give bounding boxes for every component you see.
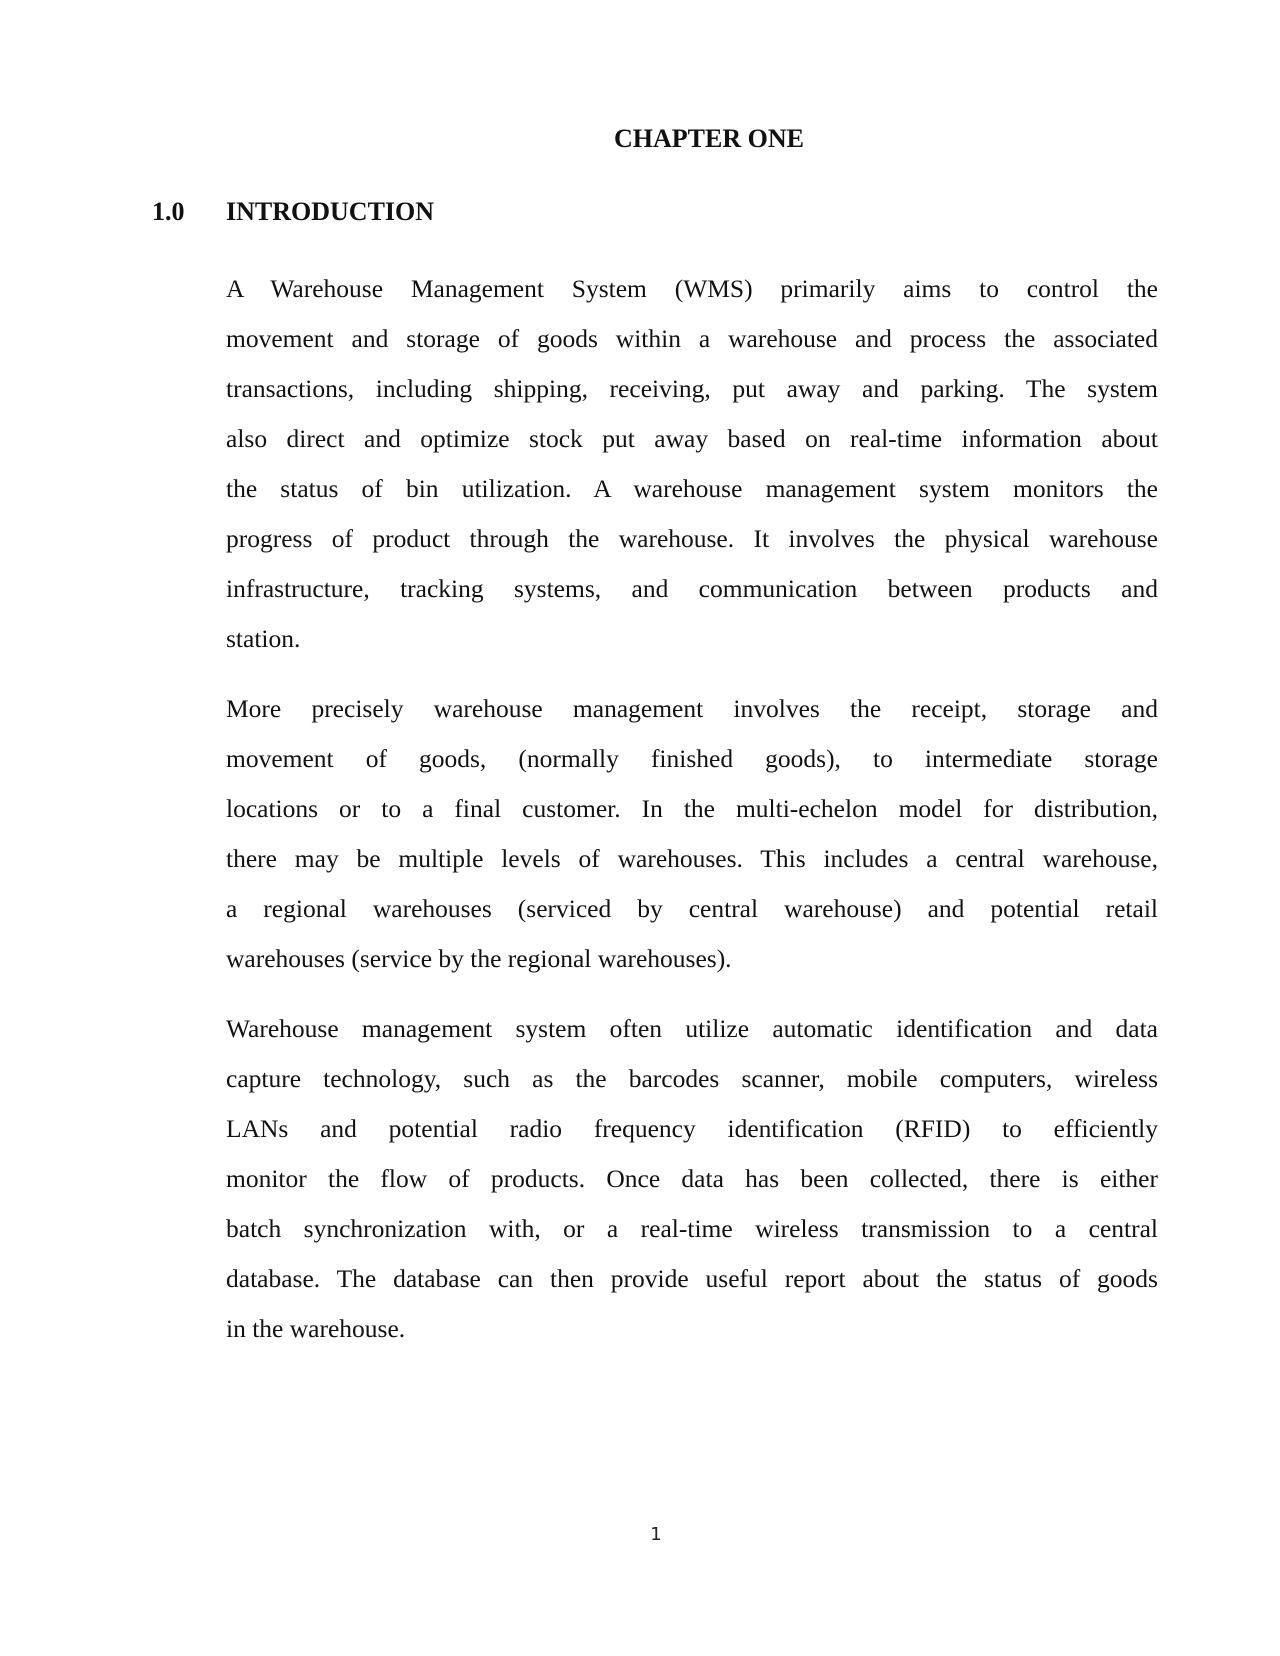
section-title: INTRODUCTION <box>226 197 435 226</box>
text-line: database. The database can then provide useful report about the status of goods <box>226 1264 1158 1293</box>
section-number: 1.0 <box>152 197 185 226</box>
paragraph-1 <box>226 264 1158 664</box>
paragraph-3 <box>226 1004 1158 1354</box>
text-line: Warehouse management system often utilize automatic identification and data <box>226 1014 1158 1043</box>
text-line: movement and storage of goods within a warehouse and process the associated <box>226 324 1158 353</box>
text-line: A Warehouse Management System (WMS) primarily aims to control the <box>226 274 1158 303</box>
text-line: in the warehouse. <box>226 1314 406 1343</box>
text-line: the status of bin utilization. A warehouse management system monitors the <box>226 474 1158 503</box>
text-line: More precisely warehouse management involves the receipt, storage and <box>226 694 1158 723</box>
text-line: locations or to a final customer. In the multi-echelon model for distribution, <box>226 794 1158 823</box>
text-line: a regional warehouses (serviced by central warehouse) and potential retail <box>226 894 1158 923</box>
text-line: batch synchronization with, or a real-time wireless transmission to a central <box>226 1214 1158 1243</box>
text-line: warehouses (service by the regional warehouses). <box>226 944 732 973</box>
text-line: infrastructure, tracking systems, and communication between products and <box>226 574 1158 603</box>
text-line: LANs and potential radio frequency identification (RFID) to efficiently <box>226 1114 1158 1143</box>
text-line: there may be multiple levels of warehouses. This includes a central warehouse, <box>226 844 1158 873</box>
paragraph-2 <box>226 684 1158 984</box>
text-line: capture technology, such as the barcodes scanner, mobile computers, wireless <box>226 1064 1158 1093</box>
text-line: also direct and optimize stock put away based on real-time information about <box>226 424 1158 453</box>
section-heading <box>152 197 434 227</box>
text-line: monitor the flow of products. Once data has been collected, there is either <box>226 1164 1158 1193</box>
text-line: movement of goods, (normally finished goods), to intermediate storage <box>226 744 1158 773</box>
text-line: station. <box>226 624 301 653</box>
body-text <box>226 264 1158 1374</box>
text-line: progress of product through the warehouse. It involves the physical warehouse <box>226 524 1158 553</box>
chapter-title: CHAPTER ONE <box>614 124 804 153</box>
text-line: transactions, including shipping, receiving, put away and parking. The system <box>226 374 1158 403</box>
page-number: 1 <box>650 1524 662 1545</box>
